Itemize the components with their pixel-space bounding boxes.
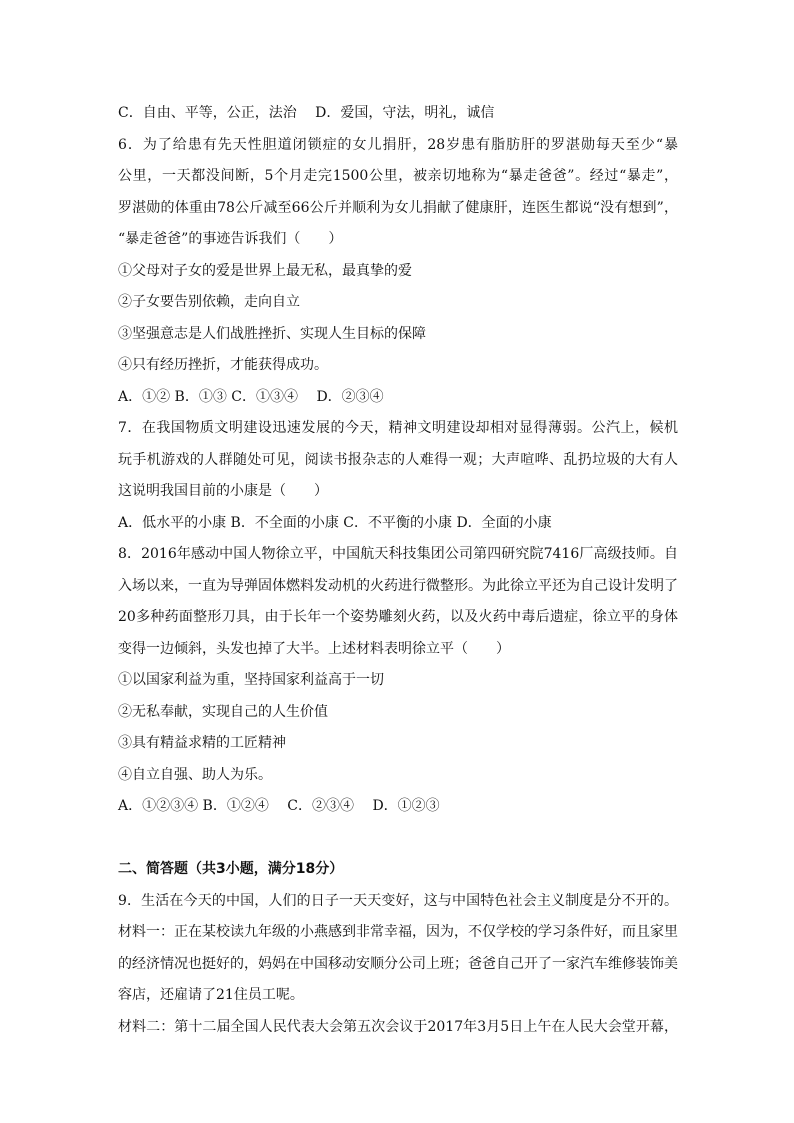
question-6-options: A．①② B．①③ C．①③④ D．②③④: [118, 388, 384, 405]
question-8-statement-1: ①以国家利益为重，坚持国家利益高于一切: [118, 672, 384, 688]
question-8-statement-4: ④自立自强、助人为乐。: [118, 766, 272, 783]
option-line-c-d: C．自由、平等，公正，法治 D．爱国，守法，明礼，诚信: [118, 105, 495, 121]
material-1-line-3: 容店，还雇请了21住员工呢。: [118, 987, 304, 1003]
material-1-line-2: 的经济情况也挺好的，妈妈在中国移动安顺分公司上班；爸爸自己开了一家汽车维修装饰美: [118, 955, 678, 972]
question-6-line-1: 6．为了给患有先天性胆道闭锁症的女儿捐肝，28岁患有脂肪肝的罗湛勋每天至少“暴: [118, 136, 678, 153]
question-6-line-4: “暴走爸爸”的事迹告诉我们（ ）: [118, 231, 343, 247]
question-6-statement-1: ①父母对子女的爱是世界上最无私，最真挚的爱: [118, 262, 412, 279]
question-6-line-3: 罗湛勋的体重由78公斤减至66公斤并顺利为女儿捐献了健康肝，连医生都说“没有想到”，: [118, 199, 678, 216]
question-8-statement-2: ②无私奉献，实现自己的人生价值: [118, 703, 328, 720]
question-9-line-1: 9．生活在今天的中国，人们的日子一天天变好，这与中国特色社会主义制度是分不开的。: [118, 892, 678, 909]
question-7-line-1: 7．在我国物质文明建设迅速发展的今天，精神文明建设却相对显得薄弱。公汽上，候机: [118, 420, 678, 436]
question-8-statement-3: ③具有精益求精的工匠精神: [118, 735, 286, 751]
section-spacer: [118, 823, 678, 855]
question-8-line-3: 20多种药面整形刀具，由于长年一个姿势雕刻火药，以及火药中毒后遗症，徐立平的身体: [118, 609, 678, 625]
question-8-line-1: 8．2016年感动中国人物徐立平，中国航天科技集团公司第四研究院7416厂高级技师。自: [118, 546, 678, 562]
question-8-line-2: 入场以来，一直为导弹固体燃料发动机的火药进行微整形。为此徐立平还为自己设计发明了: [118, 577, 678, 594]
question-7-line-3: 这说明我国目前的小康是（ ）: [118, 483, 328, 499]
question-8-line-4: 变得一边倾斜，头发也掉了大半。上述材料表明徐立平（ ）: [118, 640, 510, 657]
question-6-statement-2: ②子女要告别依赖，走向自立: [118, 294, 300, 310]
question-7-options: A．低水平的小康 B．不全面的小康 C．不平衡的小康 D．全面的小康: [118, 514, 552, 531]
material-2-line-1: 材料二：第十二届全国人民代表大会第五次会议于2017年3月5日上午在人民大会堂开幕，: [118, 1018, 678, 1035]
page-content: [118, 98, 678, 1043]
question-6-line-2: 公里，一天都没间断，5个月走完1500公里，被亲切地称为“暴走爸爸”。经过“暴走”，: [118, 168, 678, 184]
material-1-line-1: 材料一：正在某校读九年级的小燕感到非常幸福，因为，不仅学校的学习条件好，而且家里: [118, 924, 678, 940]
section-heading-short-answer: 二、简答题（共3小题，满分18分）: [118, 861, 344, 877]
question-6-statement-3: ③坚强意志是人们战胜挫折、实现人生目标的保障: [118, 325, 426, 342]
question-6-statement-4: ④只有经历挫折，才能获得成功。: [118, 357, 328, 373]
question-8-options: A．①②③④ B．①②④ C．②③④ D．①②③: [118, 798, 440, 814]
question-7-line-2: 玩手机游戏的人群随处可见，阅读书报杂志的人难得一观；大声喧哗、乱扔垃圾的大有人: [118, 451, 678, 468]
